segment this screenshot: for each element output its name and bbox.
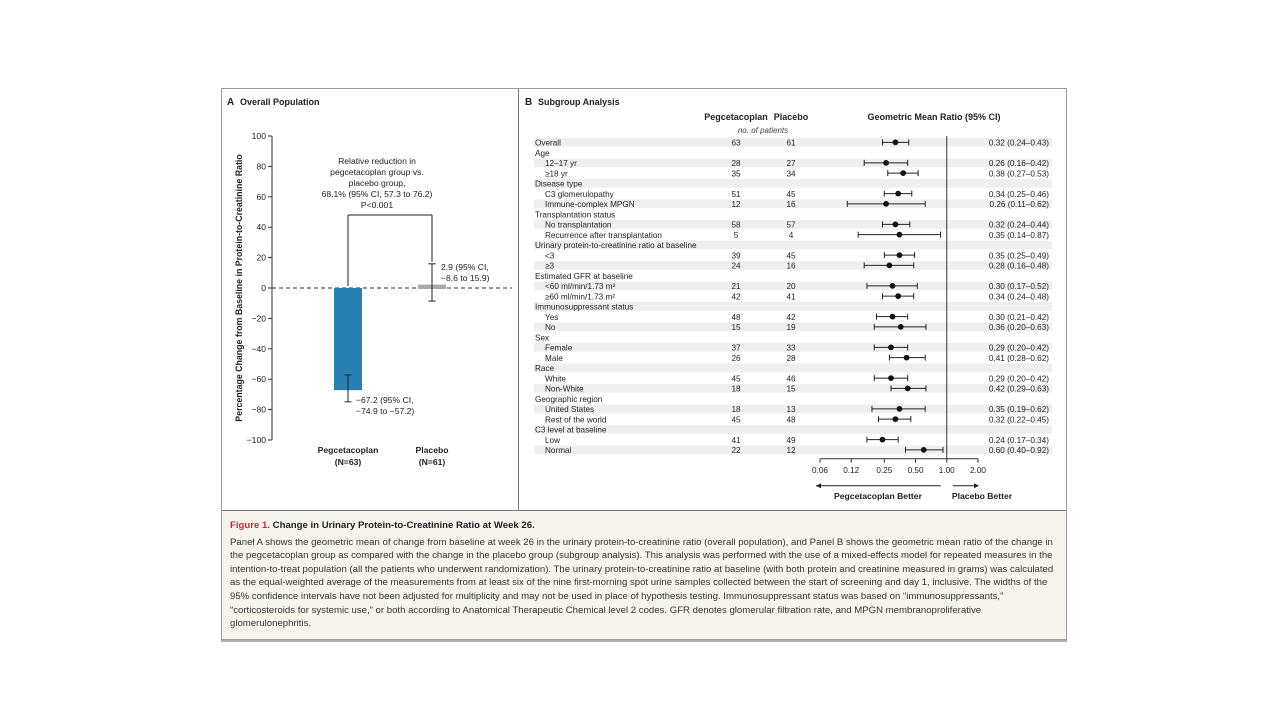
subgroup-label: White xyxy=(545,374,566,384)
column-header-placebo: Placebo xyxy=(773,112,809,122)
ci-text: 0.41 (0.28–0.62) xyxy=(988,353,1049,363)
n-pegcetacoplan: 24 xyxy=(731,261,741,271)
subgroup-label: Transplantation status xyxy=(535,210,616,220)
row-shade xyxy=(534,425,1052,434)
subgroup-label: Age xyxy=(535,148,550,158)
y-tick-label: 80 xyxy=(256,161,266,172)
subgroup-label: Female xyxy=(545,343,573,353)
ci-text: 0.29 (0.20–0.42) xyxy=(988,343,1049,353)
n-placebo: 16 xyxy=(786,200,796,210)
value-label-placebo: −8.6 to 15.9) xyxy=(441,272,490,283)
subgroup-label: Male xyxy=(545,353,563,363)
subgroup-label: Immune-complex MPGN xyxy=(545,200,635,210)
subgroup-label: ≥3 xyxy=(545,261,555,271)
subgroup-label: No transplantation xyxy=(545,220,612,230)
column-header-gmr: Geometric Mean Ratio (95% CI) xyxy=(867,112,1001,122)
y-tick-label: 60 xyxy=(256,191,266,202)
n-pegcetacoplan: 51 xyxy=(731,189,741,199)
caption-title: Change in Urinary Protein-to-Creatinine Ratio at Week 26. xyxy=(272,520,535,531)
subgroup-label: <3 xyxy=(545,251,555,261)
category-n-label: (N=61) xyxy=(418,457,446,467)
n-pegcetacoplan: 63 xyxy=(731,138,741,148)
point-estimate xyxy=(898,324,904,330)
subgroup-label: Overall xyxy=(535,138,561,148)
point-estimate xyxy=(921,447,927,453)
point-estimate xyxy=(897,406,903,412)
ci-text: 0.30 (0.17–0.52) xyxy=(988,282,1049,292)
subgroup-label: Non-White xyxy=(545,384,584,394)
n-placebo: 20 xyxy=(786,282,796,292)
x-tick-label: 0.12 xyxy=(843,465,860,475)
subgroup-label: Urinary protein-to-creatinine ratio at baseline xyxy=(535,241,697,251)
ci-text: 0.36 (0.20–0.63) xyxy=(988,323,1049,333)
caption-label: Figure 1. xyxy=(230,520,270,531)
subgroup-label: <60 ml/min/1.73 m² xyxy=(545,282,616,292)
point-estimate xyxy=(905,385,911,391)
subgroup-label: No xyxy=(545,323,556,333)
subgroup-label: Normal xyxy=(545,446,572,456)
subgroup-label: Race xyxy=(535,364,555,374)
n-placebo: 28 xyxy=(786,353,796,363)
relative-reduction-annotation: pegcetacoplan group vs. xyxy=(330,167,424,177)
point-estimate xyxy=(890,283,896,289)
subgroup-label: Geographic region xyxy=(535,394,603,404)
n-pegcetacoplan: 22 xyxy=(731,446,741,456)
panel-divider xyxy=(518,89,519,510)
subgroup-label: ≥60 ml/min/1.73 m² xyxy=(545,292,616,302)
ci-text: 0.35 (0.19–0.62) xyxy=(988,405,1049,415)
point-estimate xyxy=(893,221,899,227)
value-label-pegcetacoplan: −74.9 to −57.2) xyxy=(356,406,415,417)
n-placebo: 57 xyxy=(786,220,796,230)
ci-text: 0.29 (0.20–0.42) xyxy=(988,374,1049,384)
y-axis-label: Percentage Change from Baseline in Protein-to-Creatinine Ratio xyxy=(234,154,244,422)
value-label-pegcetacoplan: −67.2 (95% CI, xyxy=(356,395,414,406)
subgroup-label: Low xyxy=(545,435,561,445)
n-pegcetacoplan: 26 xyxy=(731,353,741,363)
point-estimate xyxy=(888,344,894,350)
subgroup-label: 12–17 yr xyxy=(545,159,577,169)
ci-text: 0.34 (0.24–0.48) xyxy=(988,292,1049,302)
subgroup-label: Disease type xyxy=(535,179,583,189)
n-placebo: 45 xyxy=(786,189,796,199)
subgroup-label: Sex xyxy=(535,333,550,343)
n-placebo: 34 xyxy=(786,169,796,179)
x-tick-label: 2.00 xyxy=(970,465,986,475)
caption-body: Panel A shows the geometric mean of change from baseline at week 26 in the urinary protein-to-creatinine ratio (overall population), and Panel B shows the geometric mean ratio of the change in the pegcetacoplan group as compared with the change in the placebo group (subgroup analysis). This analysis was performed with the use of a mixed-effects model for repeated measures in the intention-to-treat population (all the patients who underwent randomization). The urinary protein-to-creatinine ratio at baseline (with both protein and creatinine measured in grams) was calculated as the equal-weighted average of the measurements from at least six of the nine first-morning spot urine samples collected between the start of screening and day 1, inclusive. The widths of the 95% confidence intervals have not been adjusted for multiplicity and may not be used in place of hypothesis testing. Immunosuppressant status was based on “immunosuppressants,” “corticosteroids for systemic use,” or both according to Anatomical Therapeutic Chemical level 2 codes. GFR denotes glomerular filtration rate, and MPGN membranoproliferative glomerulonephritis. xyxy=(230,536,1054,630)
n-placebo: 45 xyxy=(786,251,796,261)
row-shade xyxy=(534,364,1052,373)
subgroup-label: C3 level at baseline xyxy=(535,425,607,435)
n-placebo: 49 xyxy=(786,435,796,445)
n-pegcetacoplan: 21 xyxy=(731,282,741,292)
pegcetacoplan-better-label: Pegcetacoplan Better xyxy=(834,491,922,501)
point-estimate xyxy=(888,375,894,381)
n-placebo: 4 xyxy=(788,230,794,240)
row-shade xyxy=(534,179,1052,188)
n-pegcetacoplan: 45 xyxy=(731,374,741,384)
point-estimate xyxy=(895,191,901,197)
left-arrow-head xyxy=(816,483,821,488)
placebo-better-label: Placebo Better xyxy=(951,491,1013,501)
x-tick-label: 1.00 xyxy=(938,465,955,475)
relative-reduction-annotation: 68.1% (95% CI, 57.3 to 76.2) xyxy=(321,189,433,199)
panel-a-label: A xyxy=(227,97,235,108)
n-placebo: 41 xyxy=(786,292,796,302)
column-header-pegcetacoplan: Pegcetacoplan xyxy=(704,112,768,122)
ci-text: 0.32 (0.24–0.43) xyxy=(988,138,1049,148)
y-tick-label: −100 xyxy=(246,435,266,445)
right-arrow-head xyxy=(974,483,979,488)
panel-b-label: B xyxy=(525,97,533,108)
y-tick-label: −80 xyxy=(251,404,266,415)
n-placebo: 13 xyxy=(786,405,796,415)
point-estimate xyxy=(893,416,899,422)
point-estimate xyxy=(904,355,910,361)
subgroup-label: ≥18 yr xyxy=(545,169,568,179)
n-pegcetacoplan: 5 xyxy=(733,230,739,240)
y-tick-label: 100 xyxy=(251,131,266,141)
ci-text: 0.26 (0.11–0.62) xyxy=(989,200,1049,210)
subgroup-label: Immunosuppressant status xyxy=(535,302,634,312)
n-placebo: 15 xyxy=(786,384,796,394)
y-tick-label: 0 xyxy=(261,283,266,293)
y-tick-label: −20 xyxy=(251,313,266,324)
n-pegcetacoplan: 28 xyxy=(731,159,741,169)
subgroup-label: Estimated GFR at baseline xyxy=(535,271,633,281)
ci-text: 0.42 (0.29–0.63) xyxy=(988,384,1049,394)
ci-text: 0.38 (0.27–0.53) xyxy=(988,169,1049,179)
subgroup-label: Rest of the world xyxy=(545,415,607,425)
panel-a-chart xyxy=(234,131,512,467)
n-placebo: 48 xyxy=(786,415,796,425)
ci-text: 0.30 (0.21–0.42) xyxy=(988,312,1049,322)
n-pegcetacoplan: 48 xyxy=(731,312,741,322)
panel-b-forest xyxy=(534,136,1052,488)
ci-text: 0.60 (0.40–0.92) xyxy=(988,446,1049,456)
point-estimate xyxy=(897,252,903,258)
point-estimate xyxy=(900,170,906,176)
n-pegcetacoplan: 41 xyxy=(731,435,741,445)
point-estimate xyxy=(883,201,889,207)
figure-panels xyxy=(222,89,1066,510)
figure-frame xyxy=(221,88,1067,640)
n-pegcetacoplan: 58 xyxy=(731,220,741,230)
x-tick-label: 0.25 xyxy=(876,465,893,475)
subgroup-label: C3 glomerulopathy xyxy=(545,189,614,199)
ci-text: 0.24 (0.17–0.34) xyxy=(988,435,1049,445)
n-placebo: 46 xyxy=(786,374,796,384)
n-pegcetacoplan: 18 xyxy=(731,405,741,415)
panel-a-title: Overall Population xyxy=(240,97,320,107)
ci-text: 0.28 (0.16–0.48) xyxy=(988,261,1049,271)
n-placebo: 61 xyxy=(786,138,796,148)
n-pegcetacoplan: 39 xyxy=(731,251,741,261)
category-n-label: (N=63) xyxy=(334,457,362,467)
y-tick-label: −60 xyxy=(251,374,266,385)
ci-text: 0.34 (0.25–0.46) xyxy=(988,189,1049,199)
n-placebo: 12 xyxy=(786,446,796,456)
n-pegcetacoplan: 15 xyxy=(731,323,741,333)
category-label: Pegcetacoplan xyxy=(317,445,379,455)
point-estimate xyxy=(880,437,886,443)
subgroup-label: Recurrence after transplantation xyxy=(545,230,662,240)
point-estimate xyxy=(883,160,889,166)
n-placebo: 19 xyxy=(786,323,796,333)
y-tick-label: 40 xyxy=(256,222,266,233)
y-tick-label: −40 xyxy=(251,343,266,354)
x-tick-label: 0.50 xyxy=(907,465,924,475)
panel-b-title: Subgroup Analysis xyxy=(538,97,620,107)
subgroup-label: Yes xyxy=(545,312,559,322)
value-label-placebo: 2.9 (95% CI, xyxy=(441,261,489,272)
relative-reduction-annotation: Relative reduction in xyxy=(338,156,416,166)
n-placebo: 33 xyxy=(786,343,796,353)
n-pegcetacoplan: 35 xyxy=(731,169,741,179)
n-placebo: 27 xyxy=(786,159,796,169)
category-label: Placebo xyxy=(415,445,449,455)
n-placebo: 42 xyxy=(786,312,796,322)
ci-text: 0.32 (0.22–0.45) xyxy=(988,415,1049,425)
ci-text: 0.35 (0.14–0.87) xyxy=(988,230,1049,240)
ci-text: 0.35 (0.25–0.49) xyxy=(988,251,1049,261)
n-pegcetacoplan: 18 xyxy=(731,384,741,394)
n-placebo: 16 xyxy=(786,261,796,271)
point-estimate xyxy=(895,293,901,299)
point-estimate xyxy=(887,262,893,268)
point-estimate xyxy=(897,232,903,238)
point-estimate xyxy=(893,139,899,145)
n-pegcetacoplan: 12 xyxy=(731,200,741,210)
subgroup-label: United States xyxy=(545,405,595,415)
relative-reduction-annotation: placebo group, xyxy=(348,178,406,188)
n-pegcetacoplan: 37 xyxy=(731,343,741,353)
point-estimate xyxy=(890,314,896,320)
figure-caption xyxy=(222,511,1066,639)
column-header-subtitle: no. of patients xyxy=(737,126,789,135)
relative-reduction-annotation: P<0.001 xyxy=(360,200,394,210)
y-tick-label: 20 xyxy=(256,252,266,263)
n-pegcetacoplan: 42 xyxy=(731,292,741,302)
x-tick-label: 0.06 xyxy=(812,465,828,475)
caption-heading xyxy=(230,519,1056,533)
ci-text: 0.32 (0.24–0.44) xyxy=(988,220,1049,230)
n-pegcetacoplan: 45 xyxy=(731,415,741,425)
ci-text: 0.26 (0.16–0.42) xyxy=(988,159,1049,169)
